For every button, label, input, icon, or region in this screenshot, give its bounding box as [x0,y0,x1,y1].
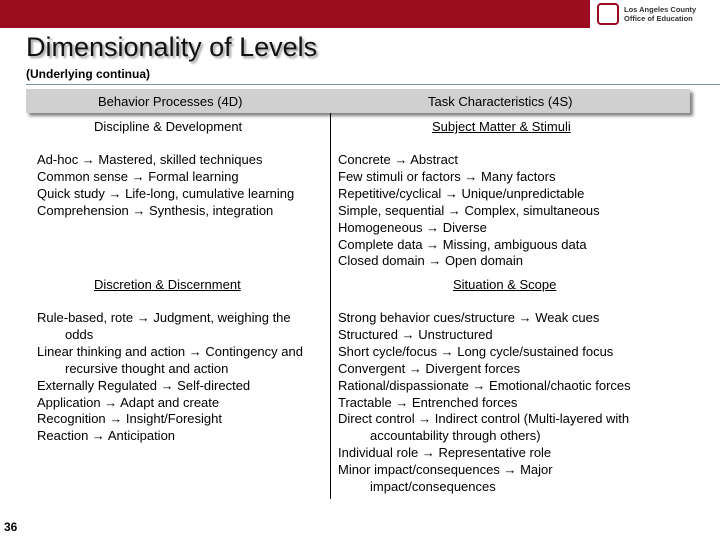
column-divider [330,113,331,499]
list-item: Homogeneous → Diverse [338,219,487,235]
list-item: accountability through others) [370,428,541,444]
list-item: Rational/dispassionate → Emotional/chaotic forces [338,377,631,393]
slide-subtitle: (Underlying continua) [26,67,150,81]
list-item: impact/consequences [370,479,496,495]
list-item: Common sense → Formal learning [37,168,239,184]
list-item: Convergent → Divergent forces [338,360,521,376]
list-item: Few stimuli or factors → Many factors [338,168,556,184]
heading-discretion-discernment: Discretion & Discernment [94,277,241,292]
lacoe-emblem-icon [597,3,619,25]
heading-discipline-development: Discipline & Development [94,119,243,134]
list-item: Ad-hoc → Mastered, skilled techniques [37,152,263,167]
list-item: Application → Adapt and create [37,394,220,410]
list-item: Concrete → Abstract [338,152,458,167]
list-item: Linear thinking and action → Contingency and [37,343,303,359]
list-item: Tractable → Entrenched forces [338,394,518,410]
list-item: Direct control → Indirect control (Multi-layered with [338,411,630,427]
list-item: Short cycle/focus → Long cycle/sustained focus [338,343,614,359]
list-item: Reaction → Anticipation [37,428,176,444]
slide-title: Dimensionality of Levels [26,32,318,62]
list-discretion-discernment [37,310,303,445]
list-discipline-development [37,152,294,220]
list-item: Complete data → Missing, ambiguous data [338,236,587,252]
list-item: Strong behavior cues/structure → Weak cues [338,310,600,325]
list-item: Externally Regulated → Self-directed [37,377,251,393]
list-situation-scope [338,310,631,496]
title-divider [26,84,720,85]
table-header-row [26,89,690,113]
list-item: Individual role → Representative role [338,445,552,461]
logo-line-2: Office of Education [624,14,693,23]
logo-line-1: Los Angeles County [624,5,697,14]
list-item: Comprehension → Synthesis, integration [37,202,274,218]
col-header-behavior-processes: Behavior Processes (4D) [98,94,243,109]
list-subject-matter-stimuli [338,152,600,270]
list-item: Repetitive/cyclical → Unique/unpredictable [338,185,585,201]
heading-situation-scope: Situation & Scope [453,277,557,292]
list-item: Closed domain → Open domain [338,253,523,269]
list-item: Rule-based, rote → Judgment, weighing the [37,310,291,325]
page-number: 36 [4,520,18,534]
top-banner [0,0,590,28]
list-item: odds [65,326,94,342]
col-header-task-characteristics: Task Characteristics (4S) [428,94,573,109]
list-item: Quick study → Life-long, cumulative learning [37,185,295,201]
list-item: Minor impact/consequences → Major [338,462,553,478]
lacoe-logo [597,2,717,26]
list-item: Structured → Unstructured [338,326,493,342]
list-item: Recognition → Insight/Foresight [37,411,222,427]
list-item: Simple, sequential → Complex, simultaneous [338,202,600,218]
heading-subject-matter-stimuli: Subject Matter & Stimuli [432,119,571,134]
list-item: recursive thought and action [65,360,229,376]
